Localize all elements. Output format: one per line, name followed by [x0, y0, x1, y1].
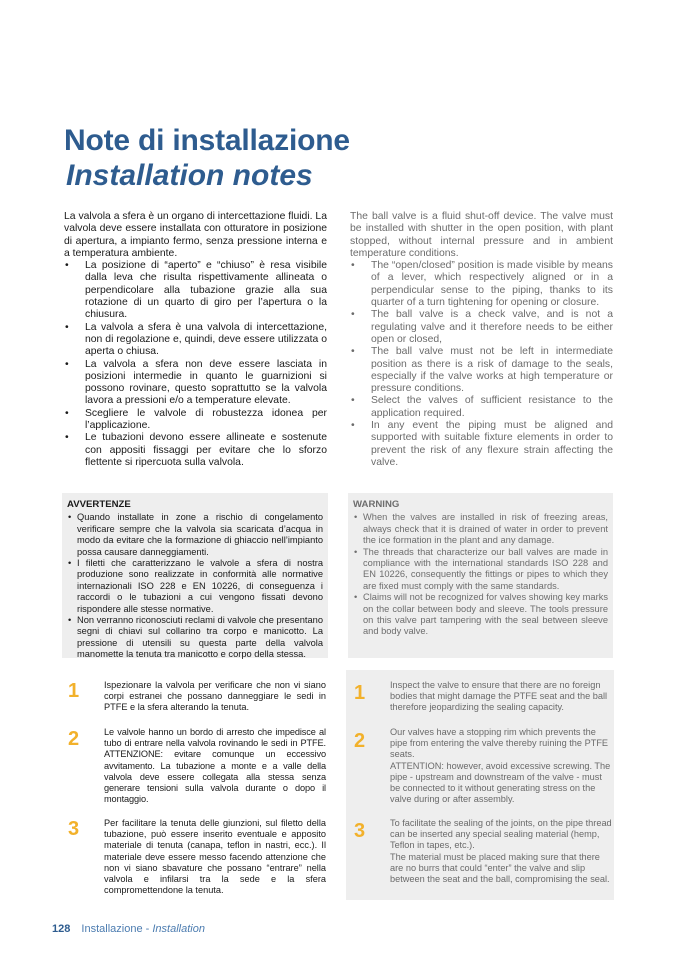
- bullet-icon: •: [65, 432, 69, 444]
- bullet-icon: •: [68, 558, 72, 569]
- list-item: • The “open/closed” position is made visible by means of a lever, which respectively aligned or in a perpendicular sense to the piping, thanks to its quarter of a turn tightening for opening or closure.: [351, 260, 613, 309]
- step-text: Ispezionare la valvola per verificare che non vi siano corpi estranei che possano danneggiare le sedi in PTFE e la sfera alterando la tenuta.: [104, 680, 326, 713]
- step-number: 3: [354, 820, 366, 842]
- list-item: • La posizione di “aperto” e “chiuso” è resa visibile dalla leva che risulta rispettivamente allineata o perpendicolare alla tubazione grazie alla sua rotazione di un quarto di giro per l’apertura o la chiusura.: [65, 260, 327, 321]
- bullet-icon: •: [68, 615, 72, 626]
- bullet-icon: •: [351, 260, 355, 272]
- bullet-icon: •: [351, 309, 355, 321]
- steps-italian: [60, 670, 328, 902]
- bullet-icon: •: [68, 512, 72, 523]
- bullet-icon: •: [354, 512, 358, 523]
- page-title-english: Installation notes: [66, 159, 313, 192]
- bullet-icon: •: [354, 592, 358, 603]
- bullet-icon: •: [354, 546, 358, 557]
- list-item: • The ball valve is a check valve, and is not a regulating valve and it therefore needs to be either open or closed,: [351, 309, 613, 345]
- warning-box-italian: [62, 493, 328, 658]
- page-title-italian: Note di installazione: [64, 124, 350, 157]
- step-number: 2: [68, 728, 80, 750]
- bullet-icon: •: [351, 395, 355, 407]
- list-item: • Select the valves of sufficient resistance to the application required.: [351, 395, 613, 419]
- list-item: • I filetti che caratterizzano le valvole a sfera di nostra produzione sono realizzate in conformità alle normative internazionali ISO 228 e EN 10226, di conseguenza i raccordi o le tubazioni a cui vengono fissati devono rispondere alle stesse normative.: [68, 558, 323, 614]
- list-item: • When the valves are installed in risk of freezing areas, always check that it is drained of water in order to prevent the ice formation in the plant and any damage.: [354, 512, 608, 546]
- warning-bullets-en: [353, 512, 608, 637]
- list-item: • La valvola a sfera non deve essere lasciata in posizioni intermedie in quanto le guarnizioni si possono rovinare, questo soprattutto se la valvola lavora a pressioni e/o a temperature elevate.: [65, 358, 327, 407]
- list-item: • The ball valve must not be left in intermediate position as there is a risk of damage to the seals, especially if the valve works at high temperature or pressure conditions.: [351, 346, 613, 395]
- list-item: • Le tubazioni devono essere allineate e sostenute con appositi fissaggi per evitare che lo sforzo flettente si ripercuota sulla valvola.: [65, 432, 327, 468]
- intro-italian: [64, 211, 327, 469]
- warning-title-it: AVVERTENZE: [67, 499, 131, 510]
- step-number: 1: [68, 680, 80, 702]
- list-item: • Quando installate in zone a rischio di congelamento verificare sempre che la valvola sia scaricata d’acqua in modo da evitare che la formazione di ghiaccio nell’impianto possa causare danneggiamenti.: [68, 512, 323, 557]
- step-text: Le valvole hanno un bordo di arresto che impedisce al tubo di entrare nella valvola rovinando le sedi in PTFE. ATTENZIONE: evitare comunque un eccessivo avvitamento. La tubazione a monte e a valle della valvola deve essere collegata alla stessa senza generare tensioni sulla valvola durante o dopo il montaggio.: [104, 727, 326, 805]
- steps-english: [346, 670, 614, 900]
- list-item: • Claims will not be recognized for valves showing key marks on the collar between body and sleeve. The tools pressure on this valve part tampering with the seal between sleeve and body valve.: [354, 592, 608, 637]
- bullet-icon: •: [351, 346, 355, 358]
- step-text: To facilitate the sealing of the joints, on the pipe thread can be inserted any special sealing material (hemp, Teflon in tapes, etc.). The material must be placed making sure that there are no burrs that could “enter” the valve and slip between the seat and the ball, compromising the seal.: [390, 818, 612, 885]
- list-item: • Non verranno riconosciuti reclami di valvole che presentano segni di chiavi sul collarino tra corpo e manicotto. La pressione di utensili su questa parte della valvola manomette la tenuta tra manicotto e corpo della stessa.: [68, 615, 323, 660]
- step-number: 2: [354, 730, 366, 752]
- bullet-icon: •: [65, 358, 69, 370]
- warning-box-english: [348, 493, 613, 658]
- list-item: • Scegliere le valvole di robustezza idonea per l’applicazione.: [65, 407, 327, 432]
- bullet-icon: •: [351, 420, 355, 432]
- bullet-icon: •: [65, 260, 69, 272]
- step-text: Per facilitare la tenuta delle giunzioni, sul filetto della tubazione, può essere inserito eventuale e apposito materiale di tenuta (canapa, teflon in nastri, ecc.). Il materiale deve essere messo facendo attenzione che non vi siano sbavature che possano “entrare” nella valvola e infilarsi tra la sede e la sfera compromettendone la tenuta.: [104, 818, 326, 896]
- intro-english: [350, 211, 613, 469]
- list-item: • In any event the piping must be aligned and supported with suitable fixture elements in order to prevent the risk of any flexure strain affecting the valve.: [351, 420, 613, 468]
- intro-bullets-it: [64, 260, 327, 469]
- step-text: Our valves have a stopping rim which prevents the pipe from entering the valve thereby ruining the PTFE seats. ATTENTION: however, avoid excessive screwing. The pipe - upstream and downstream of the valve - must be connected to it without generating stress on the valve during or after assembly.: [390, 727, 611, 805]
- bullet-icon: •: [65, 407, 69, 419]
- warning-bullets-it: [67, 512, 323, 660]
- intro-paragraph-it: La valvola a sfera è un organo di intercettazione fluidi. La valvola deve essere installata con otturatore in posizione di apertura, a impianto fermo, senza pressione interna e a temperatura ambiente.: [64, 211, 327, 259]
- intro-bullets-en: [350, 260, 613, 469]
- list-item: • La valvola a sfera è una valvola di intercettazione, non di regolazione e, quindi, deve essere utilizzata o aperta o chiusa.: [65, 321, 327, 358]
- section-label: Installazione - Installation: [81, 923, 205, 935]
- step-number: 3: [68, 818, 80, 840]
- warning-title-en: WARNING: [353, 499, 400, 510]
- bullet-icon: •: [65, 321, 69, 333]
- step-text: Inspect the valve to ensure that there are no foreign bodies that might damage the PTFE seat and the ball therefore jeopardizing the sealing capacity.: [390, 680, 608, 713]
- list-item: • The threads that characterize our ball valves are made in compliance with the international standards ISO 228 and EN 10226, consequently the fittings or pipes to which they are fixed must comply with the same standards.: [354, 546, 608, 591]
- page-number: 128: [52, 923, 71, 935]
- page-footer: [52, 922, 205, 936]
- step-number: 1: [354, 682, 366, 704]
- intro-paragraph-en: The ball valve is a fluid shut-off device. The valve must be installed with shutter in the open position, with plant stopped, without internal pressure and in ambient temperature conditions.: [350, 211, 613, 259]
